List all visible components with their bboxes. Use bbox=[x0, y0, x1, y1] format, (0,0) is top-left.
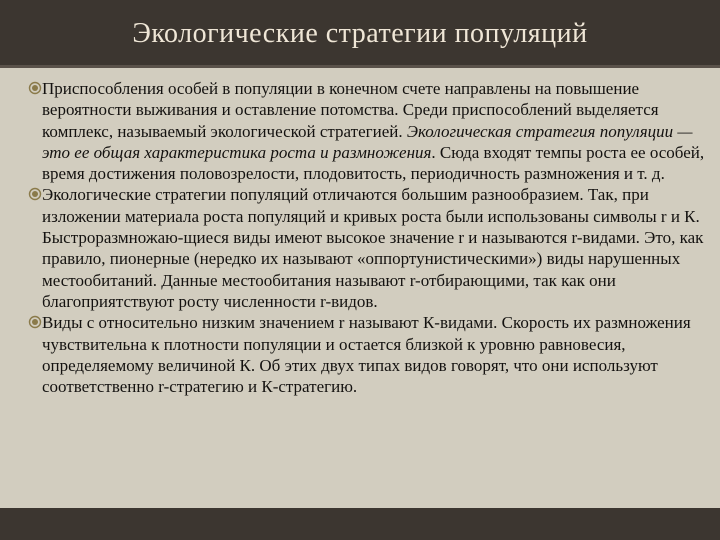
paragraph-1-italic-definition: Экологическая стратегия популяции — это ее общая характеристика роста и размножения bbox=[42, 121, 693, 162]
paragraph-1-text-before: Приспособления особей в популяции в конечном счете направлены на повышение вероятности выживания и оставление потомства. Среди приспособлений выделяется комплекс, называемый экологической стратегией. bbox=[42, 79, 659, 141]
circle-dot-bullet-icon bbox=[28, 81, 42, 95]
paragraph-2-text: Экологические стратегии популяций отличаются большим разнообразием. Так, при изложении материала роста популяций и кривых роста были использованы символы r и К. Быстроразмножаю-щиеся виды имеют высокое значение r и называются r-видами. Это, как правило, пионерные (нередко их называют «оппортунистическими») виды нарушенных местообитаний. Данные местообитания называют r-отбирающими, так как они благоприятствуют росту численности r-видов. bbox=[42, 185, 704, 311]
bottom-bar bbox=[0, 508, 720, 540]
paragraph-2 bbox=[42, 184, 710, 312]
paragraph-1 bbox=[42, 78, 710, 184]
circle-dot-bullet-icon bbox=[28, 187, 42, 201]
slide-content bbox=[42, 78, 710, 397]
paragraph-3 bbox=[42, 312, 710, 397]
paragraph-3-text: Виды с относительно низким значением r называют К-видами. Скорость их размножения чувствительна к плотности популяции и остается близкой к уровню равновесия, определяемому величиной К. Об этих двух типах видов говорят, что они используют соответственно r-стратегию и К-стратегию. bbox=[42, 313, 691, 397]
paragraph-1-text-after: . Сюда входят темпы роста ее особей, время достижения половозрелости, плодовитость, периодичность размножения и т. д. bbox=[42, 142, 705, 184]
circle-dot-bullet-icon bbox=[28, 315, 42, 329]
title-bar bbox=[0, 0, 720, 68]
slide-title: Экологические стратегии популяций bbox=[132, 18, 588, 49]
